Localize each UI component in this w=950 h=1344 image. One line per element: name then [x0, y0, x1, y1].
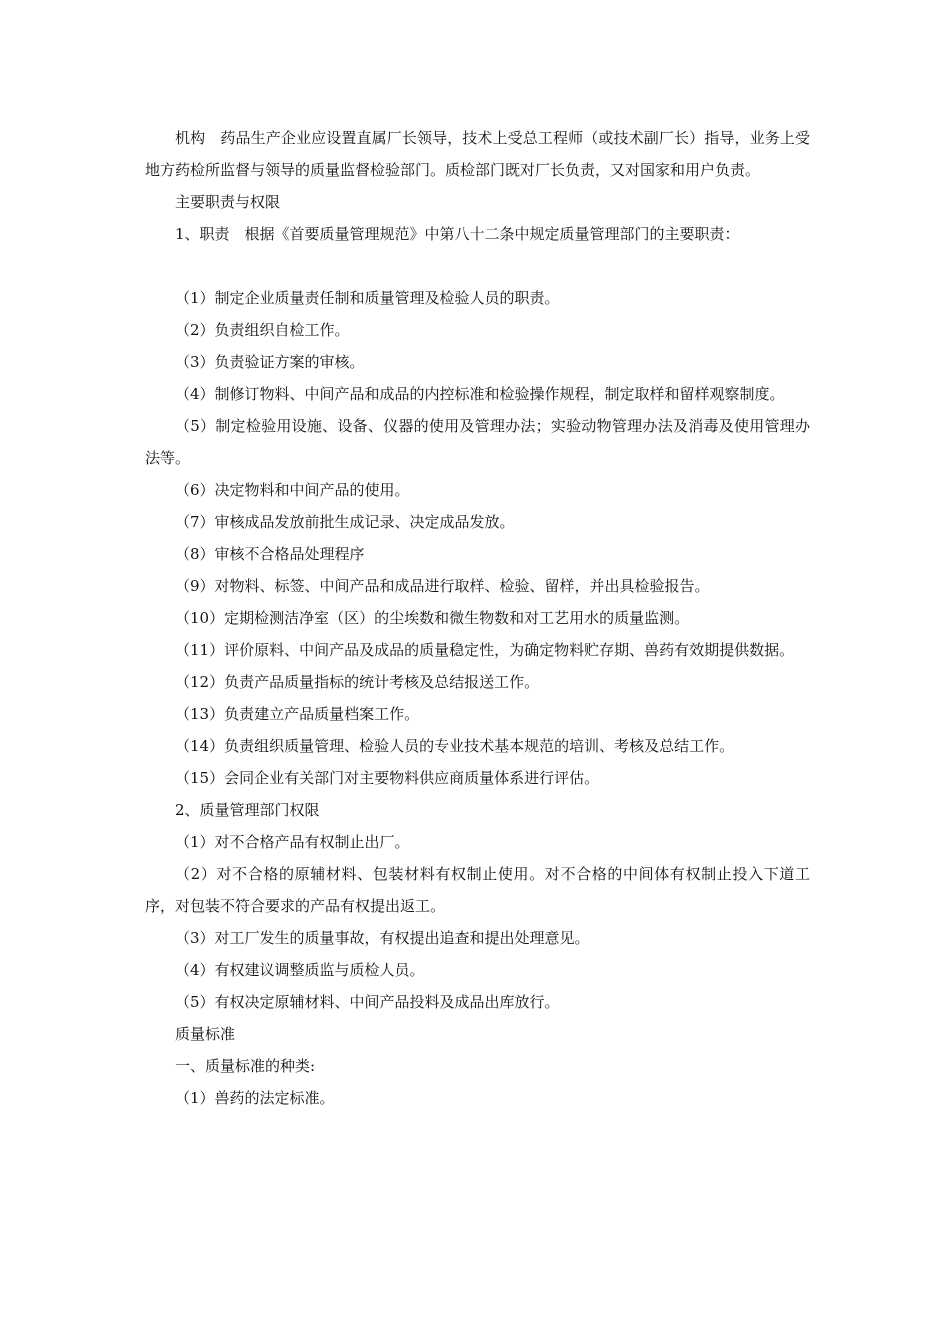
list-item: （9）对物料、标签、中间产品和成品进行取样、检验、留样，并出具检验报告。: [175, 577, 710, 595]
list-item: （2）负责组织自检工作。: [175, 321, 350, 339]
document-body: [145, 122, 810, 1114]
list-item: （13）负责建立产品质量档案工作。: [175, 705, 420, 723]
blank-line: [145, 250, 810, 282]
list-item: （7）审核成品发放前批生成记录、决定成品发放。: [175, 513, 515, 531]
list-item: （4）有权建议调整质监与质检人员。: [175, 961, 425, 979]
list-item: （5）制定检验用设施、设备、仪器的使用及管理办法；实验动物管理办法及消毒及使用管理办法等。: [145, 417, 810, 467]
heading-duties-and-authority: 主要职责与权限: [175, 193, 281, 211]
list-item: （12）负责产品质量指标的统计考核及总结报送工作。: [175, 673, 540, 691]
list-item: （5）有权决定原辅材料、中间产品投料及成品出库放行。: [175, 993, 560, 1011]
list-item: （1）兽药的法定标准。: [175, 1089, 335, 1107]
list-item: （14）负责组织质量管理、检验人员的专业技术基本规范的培训、考核及总结工作。: [175, 737, 735, 755]
list-item: （15）会同企业有关部门对主要物料供应商质量体系进行评估。: [175, 769, 600, 787]
list-item: （3）负责验证方案的审核。: [175, 353, 365, 371]
list-item: （8）审核不合格品处理程序: [175, 545, 365, 563]
heading-authority: 2、质量管理部门权限: [175, 801, 320, 819]
list-item: （3）对工厂发生的质量事故，有权提出追查和提出处理意见。: [175, 929, 590, 947]
paragraph-organization: 机构 药品生产企业应设置直属厂长领导，技术上受总工程师（或技术副厂长）指导，业务上受地方药检所监督与领导的质量监督检验部门。质检部门既对厂长负责，又对国家和用户负责。: [145, 129, 810, 179]
list-item: （1）制定企业质量责任制和质量管理及检验人员的职责。: [175, 289, 560, 307]
heading-standard-types: 一、质量标准的种类:: [175, 1057, 316, 1075]
list-item: （10）定期检测洁净室（区）的尘埃数和微生物数和对工艺用水的质量监测。: [175, 609, 690, 627]
list-item: （11）评价原料、中间产品及成品的质量稳定性，为确定物料贮存期、兽药有效期提供数据。: [175, 641, 795, 659]
list-item: （1）对不合格产品有权制止出厂。: [175, 833, 410, 851]
list-item: （4）制修订物料、中间产品和成品的内控标准和检验操作规程，制定取样和留样观察制度。: [175, 385, 785, 403]
heading-quality-standards: 质量标准: [175, 1025, 236, 1043]
list-item: （2）对不合格的原辅材料、包装材料有权制止使用。对不合格的中间体有权制止投入下道工序，对包装不符合要求的产品有权提出返工。: [145, 865, 810, 915]
list-item: （6）决定物料和中间产品的使用。: [175, 481, 410, 499]
heading-duties: 1、职责 根据《首要质量管理规范》中第八十二条中规定质量管理部门的主要职责：: [175, 225, 740, 243]
